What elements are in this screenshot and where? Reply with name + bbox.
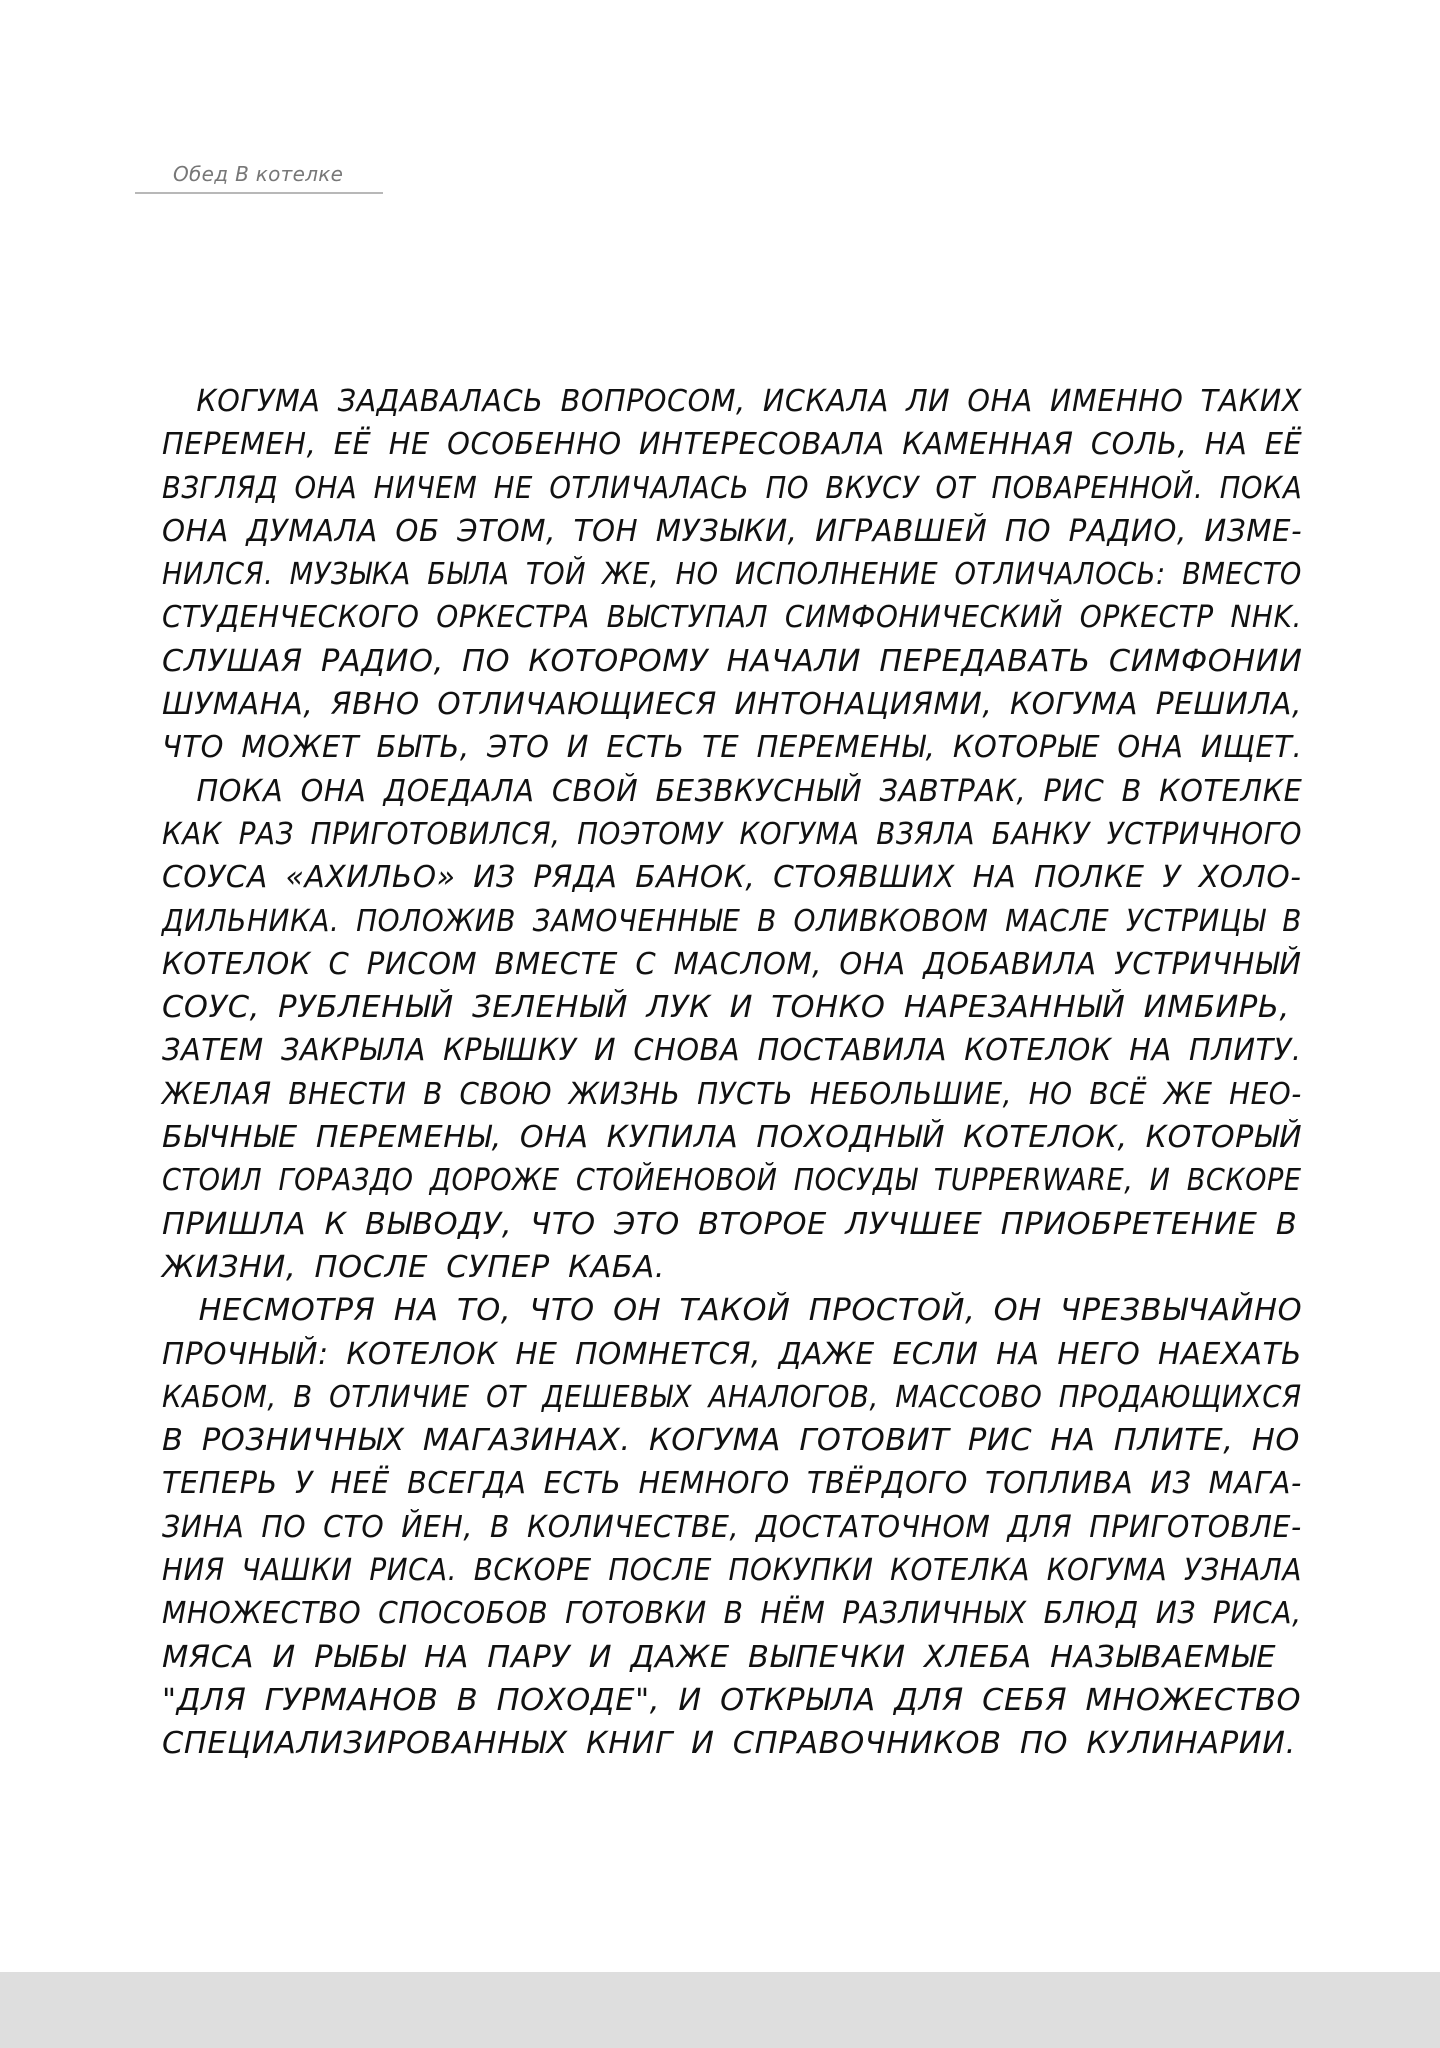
text-line: ПРИШЛА К ВЫВОДУ, ЧТО ЭТО ВТОРОЕ ЛУЧШЕЕ ПРИОБРЕТЕНИЕ В	[162, 1206, 1298, 1242]
text-line: МЯСА И РЫБЫ НА ПАРУ И ДАЖЕ ВЫПЕЧКИ ХЛЕБА НАЗЫВАЕМЫЕ	[162, 1639, 1277, 1675]
text-line: СТУДЕНЧЕСКОГО ОРКЕСТРА ВЫСТУПАЛ СИМФОНИЧЕСКИЙ ОРКЕСТР NHK.	[162, 600, 1302, 636]
text-line: ТЕПЕРЬ У НЕЁ ВСЕГДА ЕСТЬ НЕМНОГО ТВЁРДОГО ТОПЛИВА ИЗ МАГА-	[162, 1466, 1302, 1502]
text-line: ЧТО МОЖЕТ БЫТЬ, ЭТО И ЕСТЬ ТЕ ПЕРЕМЕНЫ, КОТОРЫЕ ОНА ИЩЕТ.	[162, 730, 1303, 766]
text-line: "ДЛЯ ГУРМАНОВ В ПОХОДЕ", И ОТКРЫЛА ДЛЯ СЕБЯ МНОЖЕСТВО	[162, 1682, 1302, 1718]
text-line: СЛУШАЯ РАДИО, ПО КОТОРОМУ НАЧАЛИ ПЕРЕДАВАТЬ СИМФОНИИ	[162, 643, 1303, 679]
text-line: ПЕРЕМЕН, ЕЁ НЕ ОСОБЕННО ИНТЕРЕСОВАЛА КАМЕННАЯ СОЛЬ, НА ЕЁ	[162, 427, 1303, 463]
text-line: МНОЖЕСТВО СПОСОБОВ ГОТОВКИ В НЁМ РАЗЛИЧНЫХ БЛЮД ИЗ РИСА,	[162, 1596, 1302, 1632]
text-line: ШУМАНА, ЯВНО ОТЛИЧАЮЩИЕСЯ ИНТОНАЦИЯМИ, КОГУМА РЕШИЛА,	[162, 687, 1302, 723]
text-line: СОУС, РУБЛЕНЫЙ ЗЕЛЕНЫЙ ЛУК И ТОНКО НАРЕЗАННЫЙ ИМБИРЬ,	[162, 990, 1290, 1026]
text-line: НИЯ ЧАШКИ РИСА. ВСКОРЕ ПОСЛЕ ПОКУПКИ КОТЕЛКА КОГУМА УЗНАЛА	[162, 1553, 1302, 1589]
text-line: СТОИЛ ГОРАЗДО ДОРОЖЕ СТОЙЕНОВОЙ ПОСУДЫ TUPPERWARE, И ВСКОРЕ	[162, 1163, 1302, 1199]
text-line: ПОКА ОНА ДОЕДАЛА СВОЙ БЕЗВКУСНЫЙ ЗАВТРАК, РИС В КОТЕЛКЕ	[162, 773, 1303, 809]
text-line: ВЗГЛЯД ОНА НИЧЕМ НЕ ОТЛИЧАЛАСЬ ПО ВКУСУ ОТ ПОВАРЕННОЙ. ПОКА	[162, 470, 1303, 506]
text-line: ДИЛЬНИКА. ПОЛОЖИВ ЗАМОЧЕННЫЕ В ОЛИВКОВОМ МАСЛЕ УСТРИЦЫ В	[162, 903, 1302, 939]
page-footer-band	[0, 1972, 1440, 2048]
text-line: КОГУМА ЗАДАВАЛАСЬ ВОПРОСОМ, ИСКАЛА ЛИ ОНА ИМЕННО ТАКИХ	[162, 384, 1302, 419]
text-line: ОНА ДУМАЛА ОБ ЭТОМ, ТОН МУЗЫКИ, ИГРАВШЕЙ ПО РАДИО, ИЗМЕ-	[162, 513, 1303, 549]
running-header	[135, 158, 383, 194]
text-line: КОТЕЛОК С РИСОМ ВМЕСТЕ С МАСЛОМ, ОНА ДОБАВИЛА УСТРИЧНЫЙ	[162, 946, 1302, 982]
text-line: КАБОМ, В ОТЛИЧИЕ ОТ ДЕШЕВЫХ АНАЛОГОВ, МАССОВО ПРОДАЮЩИХСЯ	[162, 1379, 1302, 1415]
text-line: ЖИЗНИ, ПОСЛЕ СУПЕР КАБА.	[162, 1249, 666, 1285]
text-line: ЖЕЛАЯ ВНЕСТИ В СВОЮ ЖИЗНЬ ПУСТЬ НЕБОЛЬШИЕ, НО ВСЁ ЖЕ НЕО-	[162, 1076, 1302, 1112]
body-text	[162, 380, 1302, 1766]
text-line: СОУСА «АХИЛЬО» ИЗ РЯДА БАНОК, СТОЯВШИХ НА ПОЛКЕ У ХОЛО-	[162, 860, 1302, 896]
text-line: ПРОЧНЫЙ: КОТЕЛОК НЕ ПОМНЕТСЯ, ДАЖЕ ЕСЛИ НА НЕГО НАЕХАТЬ	[162, 1336, 1302, 1372]
text-line: БЫЧНЫЕ ПЕРЕМЕНЫ, ОНА КУПИЛА ПОХОДНЫЙ КОТЕЛОК, КОТОРЫЙ	[162, 1120, 1303, 1156]
text-line: НЕСМОТРЯ НА ТО, ЧТО ОН ТАКОЙ ПРОСТОЙ, ОН ЧРЕЗВЫЧАЙНО	[162, 1293, 1303, 1329]
text-line: ЗАТЕМ ЗАКРЫЛА КРЫШКУ И СНОВА ПОСТАВИЛА КОТЕЛОК НА ПЛИТУ.	[162, 1033, 1302, 1069]
text-line: СПЕЦИАЛИЗИРОВАННЫХ КНИГ И СПРАВОЧНИКОВ ПО КУЛИНАРИИ.	[162, 1726, 1296, 1762]
text-line: В РОЗНИЧНЫХ МАГАЗИНАХ. КОГУМА ГОТОВИТ РИС НА ПЛИТЕ, НО	[162, 1423, 1301, 1459]
text-line: ЗИНА ПО СТО ЙЕН, В КОЛИЧЕСТВЕ, ДОСТАТОЧНОМ ДЛЯ ПРИГОТОВЛЕ-	[162, 1509, 1302, 1545]
running-header-title: Обед В котелке	[173, 162, 344, 186]
text-line: НИЛСЯ. МУЗЫКА БЫЛА ТОЙ ЖЕ, НО ИСПОЛНЕНИЕ ОТЛИЧАЛОСЬ: ВМЕСТО	[162, 557, 1302, 593]
text-line: КАК РАЗ ПРИГОТОВИЛСЯ, ПОЭТОМУ КОГУМА ВЗЯЛА БАНКУ УСТРИЧНОГО	[162, 816, 1303, 852]
